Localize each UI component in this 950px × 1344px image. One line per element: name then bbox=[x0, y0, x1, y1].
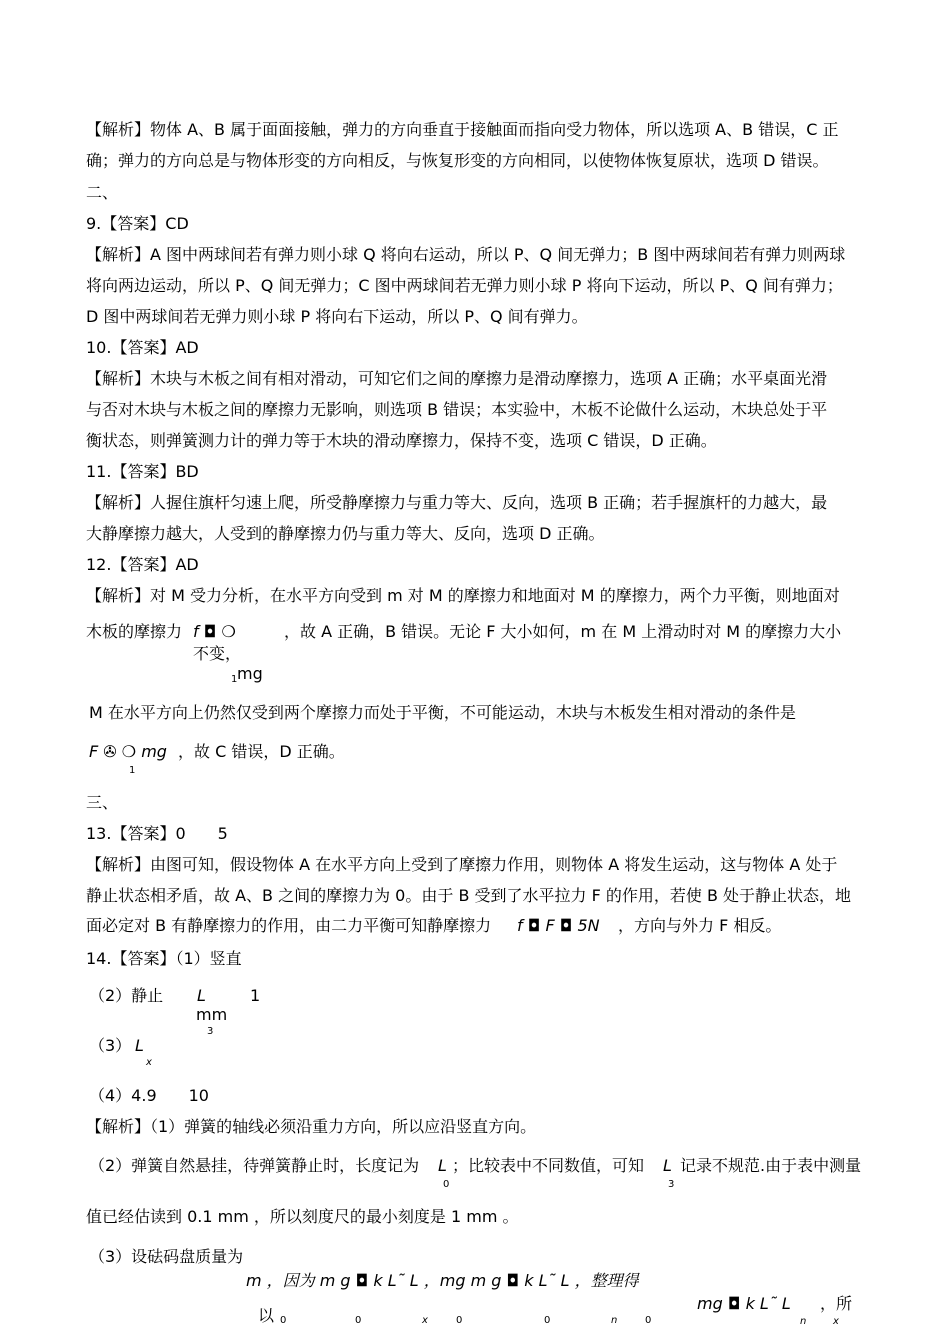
text-line: （3）设砝码盘质量为 bbox=[89, 1247, 244, 1266]
answer-line: 9.【答案】CD bbox=[86, 214, 189, 233]
formula: L bbox=[197, 986, 206, 1005]
text-line: 【解析】人握住旗杆匀速上爬，所受静摩擦力与重力等大、反向，选项 B 正确；若手握旗杆的力越大，最 bbox=[86, 493, 828, 512]
text-line: D 图中两球间若无弹力则小球 P 将向右下运动，所以 P、Q 间有弹力。 bbox=[86, 307, 588, 326]
text-line: 大静摩擦力越大，人受到的静摩擦力仍与重力等大、反向，选项 D 正确。 bbox=[86, 524, 605, 543]
formula-subscript: 0 bbox=[456, 1315, 463, 1326]
formula: L bbox=[438, 1156, 447, 1175]
answer-line: 10.【答案】AD bbox=[86, 338, 199, 357]
unit-label: mm bbox=[196, 1005, 228, 1024]
text-line: 【解析】由图可知，假设物体 A 在水平方向上受到了摩擦力作用，则物体 A 将发生运动，这与物体 A 处于 bbox=[86, 855, 838, 874]
text-line: 【解析】（1）弹簧的轴线必须沿重力方向，所以应沿竖直方向。 bbox=[86, 1117, 537, 1136]
text-line: 【解析】物体 A、B 属于面面接触，弹力的方向垂直于接触面而指向受力物体，所以选项 A、B 错误，C 正 bbox=[86, 120, 839, 139]
text-line: 【解析】A 图中两球间若有弹力则小球 Q 将向右运动，所以 P、Q 间无弹力；B 图中两球间若有弹力则两球 bbox=[86, 245, 846, 264]
formula: F ✇ ❍ mg bbox=[89, 742, 167, 761]
text-line: 静止状态相矛盾，故 A、B 之间的摩擦力为 0。由于 B 受到了水平拉力 F 的作用，若使 B 处于静止状态，地 bbox=[86, 886, 852, 905]
formula-subscript: 1 bbox=[129, 765, 136, 776]
text-line: ，故 A 正确，B 错误。无论 F 大小如何，m 在 M 上滑动时对 M 的摩擦力大小 bbox=[284, 622, 842, 641]
text-line: 不变， bbox=[193, 644, 242, 663]
formula: mg ◘ k L˜ L bbox=[697, 1294, 791, 1313]
formula-subscript: 3 bbox=[207, 1026, 214, 1037]
formula: L bbox=[135, 1036, 144, 1055]
text-line: 以 bbox=[258, 1306, 275, 1325]
formula: L bbox=[663, 1156, 672, 1175]
text-line: （2）弹簧自然悬挂，待弹簧静止时，长度记为 bbox=[89, 1156, 420, 1175]
formula: f ◘ ❍ bbox=[193, 622, 236, 641]
text-line: 确；弹力的方向总是与物体形变的方向相反，与恢复形变的方向相同，以使物体恢复原状，选项 D 错误。 bbox=[86, 151, 829, 170]
formula-subscript: 3 bbox=[668, 1179, 675, 1190]
text-line: ，方向与外力 F 相反。 bbox=[618, 916, 782, 935]
text-line: ，故 C 错误，D 正确。 bbox=[178, 742, 345, 761]
formula-subscript: n bbox=[800, 1316, 807, 1327]
formula: m ，因为 m g ◘ k L˜ L ，mg m g ◘ k L˜ L ，整理得 bbox=[246, 1271, 639, 1290]
text-line: ；比较表中不同数值，可知 bbox=[452, 1156, 645, 1175]
formula-subscript: x bbox=[422, 1315, 428, 1326]
text-line: 1 bbox=[250, 986, 261, 1005]
text-line: 衡状态，则弹簧测力计的弹力等于木块的滑动摩擦力，保持不变，选项 C 错误，D 正确。 bbox=[86, 431, 717, 450]
answer-line: 12.【答案】AD bbox=[86, 555, 199, 574]
formula-subscript: 0 bbox=[645, 1315, 652, 1326]
text-line: 面必定对 B 有静摩擦力的作用，由二力平衡可知静摩擦力 bbox=[86, 916, 492, 935]
formula: f ◘ F ◘ 5N bbox=[517, 916, 600, 935]
text-line: 与否对木块与木板之间的摩擦力无影响，则选项 B 错误；本实验中，木板不论做什么运动，木块总处于平 bbox=[86, 400, 828, 419]
formula-subscript: 1 bbox=[231, 674, 238, 685]
formula-subscript: x bbox=[833, 1316, 839, 1327]
text-line: 木板的摩擦力 bbox=[86, 622, 183, 641]
formula: mg bbox=[237, 664, 263, 683]
formula-subscript: x bbox=[146, 1057, 152, 1068]
text-line: 值已经估读到 0.1 mm ，所以刻度尺的最小刻度是 1 mm 。 bbox=[86, 1207, 519, 1226]
formula-subscript: 0 bbox=[544, 1315, 551, 1326]
text-line: 【解析】木块与木板之间有相对滑动，可知它们之间的摩擦力是滑动摩擦力，选项 A 正确；水平桌面光滑 bbox=[86, 369, 828, 388]
formula-subscript: n bbox=[611, 1315, 618, 1326]
answer-line: 14.【答案】（1）竖直 bbox=[86, 949, 242, 968]
formula-subscript: 0 bbox=[280, 1315, 287, 1326]
section-heading: 二、 bbox=[86, 183, 119, 202]
formula-subscript: 0 bbox=[355, 1315, 362, 1326]
text-line: M 在水平方向上仍然仅受到两个摩擦力而处于平衡，不可能运动，木块与木板发生相对滑动的条件是 bbox=[89, 703, 796, 722]
text-line: ，所 bbox=[820, 1294, 853, 1313]
formula-subscript: 0 bbox=[443, 1179, 450, 1190]
text-line: 【解析】对 M 受力分析，在水平方向受到 m 对 M 的摩擦力和地面对 M 的摩擦力，两个力平衡，则地面对 bbox=[86, 586, 840, 605]
text-line: （3） bbox=[89, 1036, 132, 1055]
answer-line: （4）4.9 10 bbox=[89, 1086, 209, 1105]
text-line: （2）静止 bbox=[89, 986, 164, 1005]
text-line: 记录不规范.由于表中测量 bbox=[680, 1156, 862, 1175]
text-line: 将向两边运动，所以 P、Q 间无弹力；C 图中两球间若无弹力则小球 P 将向下运动，所以 P、Q 间有弹力； bbox=[86, 276, 843, 295]
section-heading: 三、 bbox=[86, 793, 119, 812]
answer-line: 11.【答案】BD bbox=[86, 462, 199, 481]
answer-line: 13.【答案】0 5 bbox=[86, 824, 228, 843]
